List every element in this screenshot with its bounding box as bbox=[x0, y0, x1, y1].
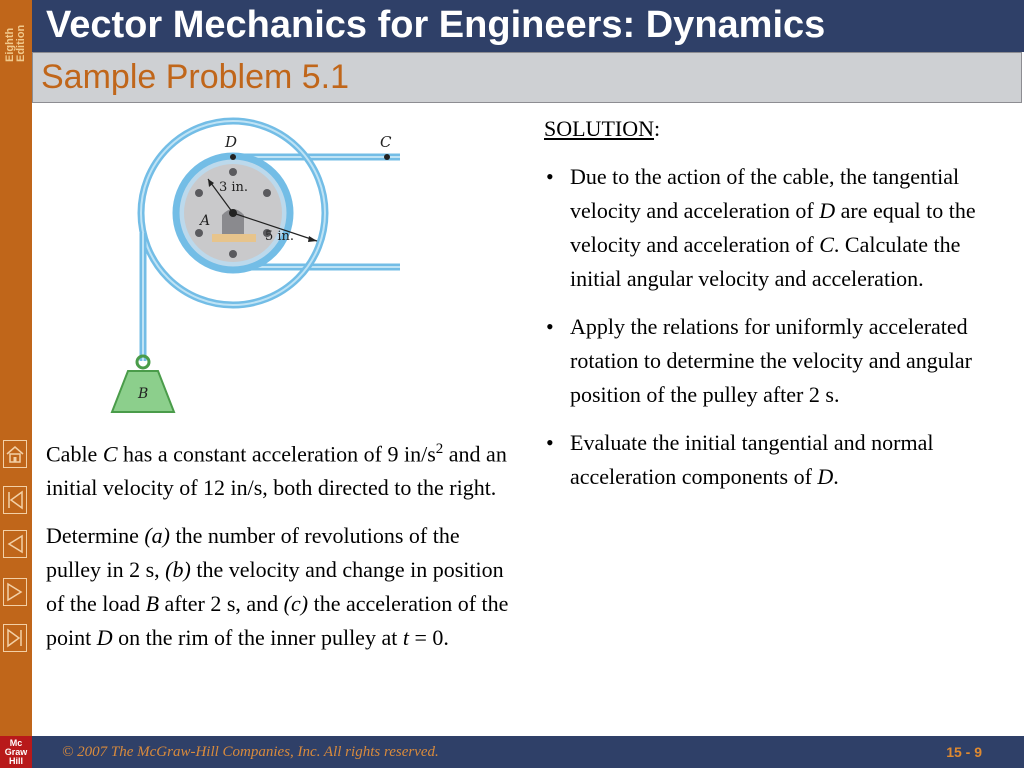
footer-bar bbox=[32, 736, 1024, 768]
solution-section bbox=[544, 112, 1014, 508]
previous-slide-icon[interactable] bbox=[3, 530, 27, 558]
solution-step-1: • Due to the action of the cable, the tangential velocity and acceleration of D are equal to the velocity and acceleration of C. Calculate the initial angular velocity and acceleration. bbox=[544, 160, 1014, 296]
home-icon[interactable] bbox=[3, 440, 27, 468]
label-A: A bbox=[200, 213, 211, 229]
edition-label: Eighth Edition bbox=[4, 24, 27, 62]
support-base bbox=[212, 234, 256, 242]
problem-paragraph-2: Determine (a) the number of revolutions of the pulley in 2 s, (b) the velocity and change in position of the load B after 2 s, and (c) the acceleration of the point D on the rim of the inner pulley at t = 0. bbox=[46, 523, 509, 651]
logo-line: Mc bbox=[9, 737, 23, 748]
solution-heading: SOLUTION: bbox=[544, 116, 661, 141]
publisher-logo bbox=[0, 736, 32, 768]
point-D bbox=[230, 154, 236, 160]
solution-step-2: • Apply the relations for uniformly accelerated rotation to determine the velocity and angular position of the pulley after 2 s. bbox=[544, 310, 1014, 412]
point-C bbox=[384, 154, 390, 160]
logo-line: Hill bbox=[8, 755, 23, 766]
label-C: C bbox=[380, 133, 392, 151]
copyright-notice: © 2007 The McGraw-Hill Companies, Inc. All rights reserved. bbox=[62, 744, 439, 760]
problem-statement bbox=[46, 432, 520, 669]
label-D: D bbox=[225, 133, 238, 151]
subtitle-bar bbox=[32, 52, 1022, 103]
solution-steps bbox=[544, 160, 1014, 494]
first-slide-icon[interactable] bbox=[3, 486, 27, 514]
header-bar bbox=[32, 0, 1024, 52]
label-B: B bbox=[138, 386, 149, 402]
slide-subtitle: Sample Problem 5.1 bbox=[41, 58, 350, 96]
next-slide-icon[interactable] bbox=[3, 578, 27, 606]
page-title: Vector Mechanics for Engineers: Dynamics bbox=[46, 4, 826, 46]
last-slide-icon[interactable] bbox=[3, 624, 27, 652]
pulley-figure bbox=[100, 115, 430, 420]
label-radius-5in: 5 in. bbox=[265, 229, 295, 244]
solution-step-3: • Evaluate the initial tangential and normal acceleration components of D. bbox=[544, 426, 1014, 494]
problem-paragraph-1: Cable C has a constant acceleration of 9 $in/s^2$ and an initial velocity of 12 in/s, both directed to the right. bbox=[46, 441, 507, 501]
logo-line: Graw bbox=[4, 746, 28, 757]
sidebar bbox=[0, 0, 32, 768]
page-number: 15 - 9 bbox=[946, 744, 982, 760]
label-radius-3in: 3 in. bbox=[219, 180, 249, 195]
